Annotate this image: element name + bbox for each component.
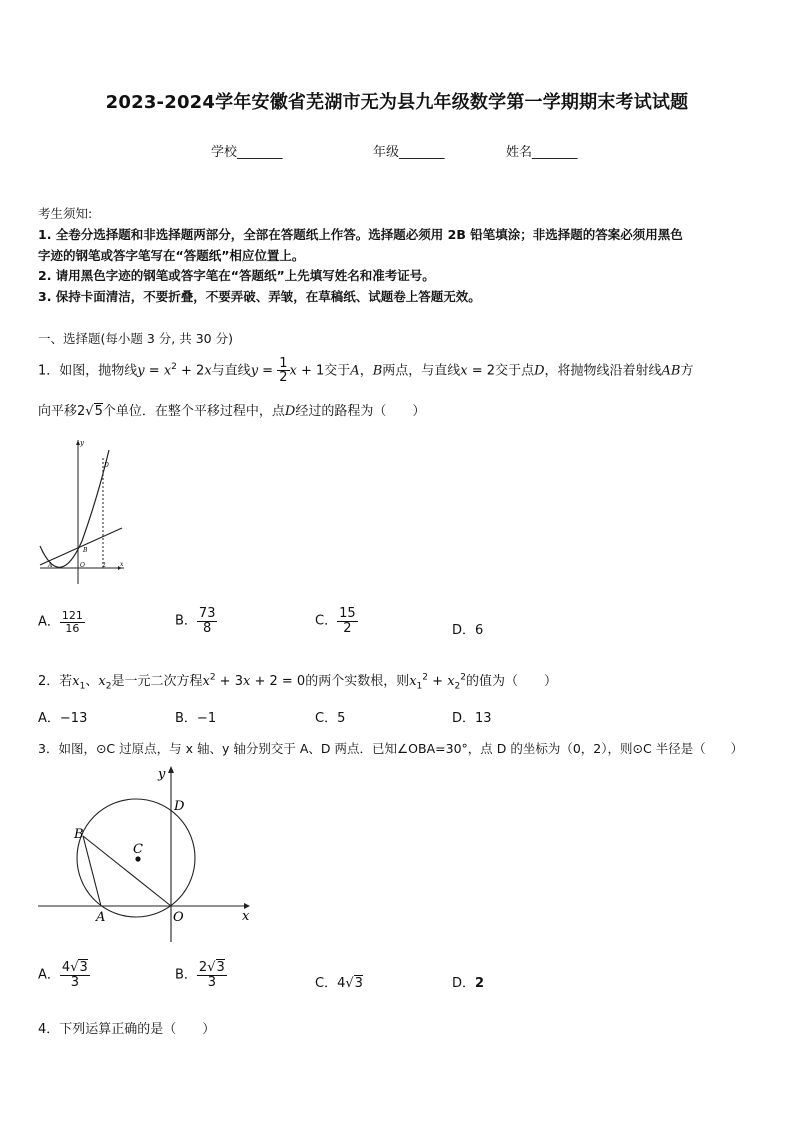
notice-item-2: 2. 请用黑色字迹的钢笔或答字笔在“答题纸”上先填写姓名和准考证号。 (38, 268, 435, 283)
origin-label: O (173, 910, 184, 925)
line-ab (40, 528, 122, 565)
axis-label-x: x (242, 909, 250, 924)
notice-item-3: 3. 保持卡面清洁，不要折叠，不要弄破、弄皱，在草稿纸、试题卷上答题无效。 (38, 289, 481, 304)
q2-option-c[interactable]: C．5 (315, 711, 346, 726)
page-title: 2023-2024学年安徽省芜湖市无为县九年级数学第一学期期末考试试题 (105, 92, 689, 113)
fraction-half: $\frac{1}{2}$ (279, 355, 288, 386)
axis-label-x: x (120, 561, 124, 568)
q1-option-c[interactable]: C． $\frac{15}{2}$ (315, 606, 356, 636)
axis-label-y: y (158, 767, 166, 782)
question-4: 4．下列运算正确的是（ ） (38, 1022, 216, 1037)
q1-option-a[interactable]: A． $\frac{121}{16}$ (38, 609, 83, 635)
question-3-figure (36, 762, 256, 944)
point-label-d: D (104, 462, 109, 469)
q2-option-d[interactable]: D．13 (452, 711, 492, 726)
notice-heading: 考生须知: (38, 206, 93, 221)
tick-label-2: 2 (102, 562, 106, 569)
point-label-b: B (83, 547, 88, 554)
q1-option-b[interactable]: B． $\frac{73}{8}$ (175, 606, 216, 636)
point-label-a: A (48, 562, 53, 569)
q3-option-d[interactable]: D．2 (452, 976, 485, 991)
point-label-a: A (96, 910, 106, 925)
school-field[interactable]: 学校_______ (211, 145, 283, 160)
q3-option-c[interactable]: C．4√3 (315, 976, 363, 991)
origin-label: O (80, 562, 85, 569)
name-field[interactable]: 姓名_______ (506, 145, 578, 160)
segment-ba (83, 836, 101, 906)
notice-item-1-cont: 字迹的钢笔或答字笔写在“答题纸”相应位置上。 (38, 248, 305, 263)
q1-option-d[interactable]: D．6 (452, 623, 484, 638)
point-label-b: B (74, 827, 84, 842)
section-heading: 一、选择题(每小题 3 分, 共 30 分) (38, 331, 233, 346)
grade-field[interactable]: 年级_______ (373, 145, 445, 160)
question-2: 2．若$x_1$、$x_2$是一元二次方程$x^2 + 3x + 2 = 0$的两个实数根，则$x_1^2 + x_2^2$的值为（ ） (38, 672, 558, 692)
point-label-d: D (174, 799, 185, 814)
q3-option-a[interactable]: A． $\frac{4√3}{3}$ (38, 960, 88, 990)
axis-label-y: y (80, 439, 84, 447)
question-1-line-1: 1．如图，抛物线$y = x^2 + 2x$与直线y = $\frac{1}{2}$ x + 1交于A，B两点，与直线x = 2交于点D，将抛物线沿着射线AB方 (38, 355, 694, 386)
notice-item-1: 1. 全卷分选择题和非选择题两部分，全部在答题纸上作答。选择题必须用 2B 铅笔填涂；非选择题的答案必须用黑色 (38, 227, 683, 242)
question-1-line-2: 向平移2√5个单位．在整个平移过程中，点D经过的路程为（ ） (38, 404, 426, 419)
question-1-figure (36, 436, 128, 586)
question-3: 3．如图，⊙C 过原点，与 x 轴、y 轴分别交于 A、D 两点．已知∠OBA=30°，点 D 的坐标为（0，2），则⊙C 半径是（ ） (38, 741, 744, 756)
point-label-c: C (133, 842, 143, 857)
q2-option-a[interactable]: A．−13 (38, 711, 88, 726)
q3-option-b[interactable]: B． $\frac{2√3}{3}$ (175, 960, 225, 990)
segment-bo (83, 836, 171, 906)
center-point-c (135, 856, 140, 861)
q2-option-b[interactable]: B．−1 (175, 711, 217, 726)
